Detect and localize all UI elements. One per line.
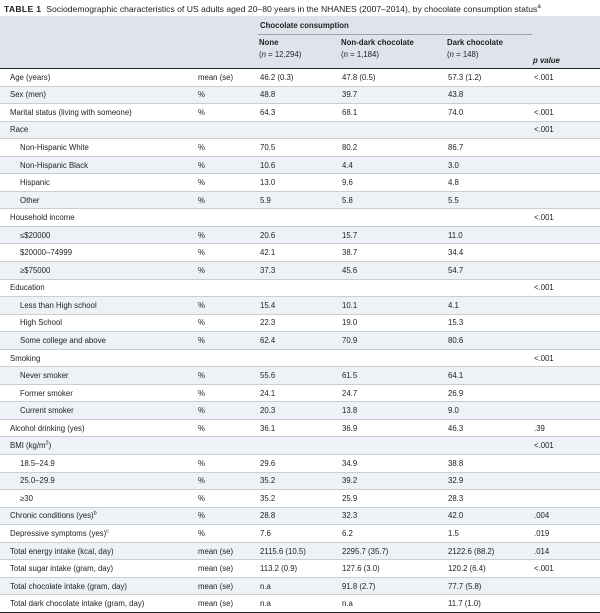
cell-none: 70.5 (258, 139, 340, 157)
cell-nondark: 39.7 (340, 86, 446, 104)
table-caption (4, 2, 598, 16)
cell-none: 22.3 (258, 314, 340, 332)
row-label (0, 419, 196, 437)
footnote-marker: c (106, 528, 109, 535)
row-label-text: Age (years) (10, 72, 51, 82)
table-row (0, 525, 600, 543)
col-header-none-n (259, 49, 339, 61)
cell-none: 20.6 (258, 226, 340, 244)
cell-dark: 77.7 (5.8) (446, 577, 532, 595)
cell-dark (446, 279, 532, 297)
row-label (0, 226, 196, 244)
row-unit: mean (se) (196, 69, 258, 87)
row-label-suffix: ) (48, 441, 52, 451)
cell-dark: 2122.6 (88.2) (446, 542, 532, 560)
cell-nondark: 9.6 (340, 174, 446, 192)
row-unit: % (196, 367, 258, 385)
col-header-dark (446, 35, 532, 69)
cell-nondark: 80.2 (340, 139, 446, 157)
table-header (0, 16, 600, 69)
row-unit: mean (se) (196, 577, 258, 595)
cell-nondark: 19.0 (340, 314, 446, 332)
row-label-text: Race (10, 125, 29, 135)
row-label-text: ≥$75000 (20, 265, 51, 275)
cell-nondark: 61.5 (340, 367, 446, 385)
row-unit: mean (se) (196, 542, 258, 560)
row-unit (196, 279, 258, 297)
cell-nondark (340, 279, 446, 297)
cell-nondark: 24.7 (340, 384, 446, 402)
row-label-text: Smoking (10, 353, 41, 363)
footnote-marker: b (93, 510, 97, 517)
header-blank (0, 16, 196, 35)
row-label-text: Former smoker (20, 388, 73, 398)
cell-none: 29.6 (258, 455, 340, 473)
cell-dark: 11.7 (1.0) (446, 595, 532, 613)
cell-nondark (340, 209, 446, 227)
row-label (0, 437, 196, 455)
table-row (0, 297, 600, 315)
row-label (0, 525, 196, 543)
row-label-text: 18.5–24.9 (20, 458, 55, 468)
table-row (0, 455, 600, 473)
table-row (0, 542, 600, 560)
cell-pvalue (532, 314, 600, 332)
cell-dark: 4.8 (446, 174, 532, 192)
cell-pvalue: .004 (532, 507, 600, 525)
row-label (0, 279, 196, 297)
cell-nondark: 39.2 (340, 472, 446, 490)
cell-nondark: 13.8 (340, 402, 446, 420)
row-label-text: $20000–74999 (20, 248, 73, 258)
table-row (0, 595, 600, 613)
row-unit: % (196, 507, 258, 525)
cell-nondark (340, 121, 446, 139)
row-label (0, 297, 196, 315)
cell-dark: 9.0 (446, 402, 532, 420)
cell-dark: 57.3 (1.2) (446, 69, 532, 87)
table-row (0, 367, 600, 385)
col-header-dark-n (447, 49, 531, 61)
table-row (0, 104, 600, 122)
row-label (0, 507, 196, 525)
row-label-text: Marital status (living with someone) (10, 107, 132, 117)
cell-dark (446, 349, 532, 367)
cell-dark: 43.8 (446, 86, 532, 104)
row-unit: % (196, 156, 258, 174)
caption-footnote-marker: a (537, 4, 541, 11)
cell-pvalue: <.001 (532, 437, 600, 455)
row-unit: % (196, 472, 258, 490)
cell-none: 62.4 (258, 332, 340, 350)
n-open: ( (259, 50, 262, 59)
cell-dark: 34.4 (446, 244, 532, 262)
cell-nondark: 10.1 (340, 297, 446, 315)
row-label-text: Non-Hispanic White (20, 142, 89, 152)
row-label (0, 542, 196, 560)
table-row (0, 472, 600, 490)
cell-none: 48.8 (258, 86, 340, 104)
row-unit: % (196, 104, 258, 122)
cell-nondark: 34.9 (340, 455, 446, 473)
row-label (0, 121, 196, 139)
row-label (0, 104, 196, 122)
cell-none: 55.6 (258, 367, 340, 385)
cell-pvalue (532, 490, 600, 508)
table-row (0, 577, 600, 595)
cell-pvalue: <.001 (532, 121, 600, 139)
row-label (0, 455, 196, 473)
row-unit: % (196, 332, 258, 350)
row-unit (196, 121, 258, 139)
cell-none: 28.8 (258, 507, 340, 525)
cell-none: 64.3 (258, 104, 340, 122)
cell-dark: 5.5 (446, 191, 532, 209)
table-row (0, 174, 600, 192)
cell-pvalue: <.001 (532, 69, 600, 87)
table-row (0, 244, 600, 262)
table-row (0, 507, 600, 525)
row-label-text: Non-Hispanic Black (20, 160, 89, 170)
row-unit: % (196, 139, 258, 157)
cell-nondark: n.a (340, 595, 446, 613)
row-label (0, 367, 196, 385)
row-label (0, 349, 196, 367)
row-unit (196, 349, 258, 367)
row-label-text: 25.0–29.9 (20, 476, 55, 486)
row-unit: % (196, 244, 258, 262)
cell-none: 20.3 (258, 402, 340, 420)
cell-pvalue: <.001 (532, 209, 600, 227)
col-header-nondark-n (341, 49, 445, 61)
cell-dark: 64.1 (446, 367, 532, 385)
cell-dark: 26.9 (446, 384, 532, 402)
cell-dark: 38.8 (446, 455, 532, 473)
row-label (0, 402, 196, 420)
cell-pvalue (532, 244, 600, 262)
table-body (0, 69, 600, 613)
table-row (0, 349, 600, 367)
cell-none: 35.2 (258, 472, 340, 490)
row-unit: mean (se) (196, 595, 258, 613)
table-row (0, 262, 600, 280)
cell-none (258, 209, 340, 227)
cell-dark (446, 437, 532, 455)
row-label-text: Chronic conditions (yes) (10, 511, 94, 521)
row-label-text: Current smoker (20, 406, 74, 416)
row-label-text: Sex (men) (10, 90, 46, 100)
row-label-text: Total dark chocolate intake (gram, day) (10, 599, 145, 609)
cell-pvalue: .014 (532, 542, 600, 560)
n-italic: n (449, 50, 454, 59)
cell-nondark: 4.4 (340, 156, 446, 174)
cell-none: n.a (258, 595, 340, 613)
data-table (0, 16, 600, 613)
cell-dark: 120.2 (6.4) (446, 560, 532, 578)
table-row (0, 69, 600, 87)
cell-dark: 28.3 (446, 490, 532, 508)
cell-nondark: 2295.7 (35.7) (340, 542, 446, 560)
cell-none: 36.1 (258, 419, 340, 437)
cell-pvalue (532, 384, 600, 402)
row-label-text: Alcohol drinking (yes) (10, 423, 85, 433)
row-label (0, 560, 196, 578)
col-header-nondark (340, 35, 446, 69)
row-label (0, 472, 196, 490)
table-row (0, 209, 600, 227)
cell-nondark: 47.8 (0.5) (340, 69, 446, 87)
row-label-text: Total chocolate intake (gram, day) (10, 581, 128, 591)
row-label-text: Other (20, 195, 40, 205)
row-unit: % (196, 419, 258, 437)
table-row (0, 402, 600, 420)
row-label (0, 191, 196, 209)
row-unit: % (196, 174, 258, 192)
row-label-text: Total sugar intake (gram, day) (10, 564, 114, 574)
cell-none (258, 279, 340, 297)
row-label-text: Less than High school (20, 300, 97, 310)
cell-dark: 54.7 (446, 262, 532, 280)
cell-pvalue (532, 262, 600, 280)
table-row (0, 121, 600, 139)
cell-pvalue (532, 86, 600, 104)
cell-none: 113.2 (0.9) (258, 560, 340, 578)
row-label (0, 577, 196, 595)
cell-nondark: 6.2 (340, 525, 446, 543)
row-label (0, 262, 196, 280)
table-row (0, 226, 600, 244)
row-label-text: Never smoker (20, 371, 69, 381)
n-value: = 1,184) (350, 50, 379, 59)
footnote-marker: 2 (45, 440, 49, 447)
row-unit (196, 209, 258, 227)
cell-pvalue: <.001 (532, 104, 600, 122)
cell-dark (446, 209, 532, 227)
row-label-text: ≥30 (20, 493, 33, 503)
n-value: = 148) (456, 50, 479, 59)
cell-nondark: 5.8 (340, 191, 446, 209)
row-label (0, 595, 196, 613)
row-unit: mean (se) (196, 560, 258, 578)
table-label: TABLE 1 (4, 4, 42, 14)
cell-dark (446, 121, 532, 139)
cell-none: 7.6 (258, 525, 340, 543)
table-row (0, 86, 600, 104)
cell-pvalue (532, 139, 600, 157)
cell-nondark: 32.3 (340, 507, 446, 525)
cell-dark: 15.3 (446, 314, 532, 332)
row-label-text: Total energy intake (kcal, day) (10, 546, 114, 556)
cell-nondark: 15.7 (340, 226, 446, 244)
table-row (0, 314, 600, 332)
table-row (0, 437, 600, 455)
header-blank-2 (0, 35, 196, 69)
n-italic: n (343, 50, 348, 59)
cell-dark: 42.0 (446, 507, 532, 525)
cell-none: 15.4 (258, 297, 340, 315)
row-label (0, 332, 196, 350)
row-label-text: Hispanic (20, 178, 50, 188)
cell-pvalue (532, 367, 600, 385)
row-unit: % (196, 191, 258, 209)
cell-nondark (340, 437, 446, 455)
row-label-text: High School (20, 318, 63, 328)
row-label-text: Household income (10, 213, 75, 223)
cell-nondark: 38.7 (340, 244, 446, 262)
row-label (0, 139, 196, 157)
cell-pvalue (532, 191, 600, 209)
cell-none: 24.1 (258, 384, 340, 402)
table-row (0, 560, 600, 578)
cell-pvalue (532, 174, 600, 192)
table-row (0, 139, 600, 157)
cell-pvalue (532, 595, 600, 613)
row-label-text: Education (10, 283, 45, 293)
cell-none: 37.3 (258, 262, 340, 280)
cell-nondark: 91.8 (2.7) (340, 577, 446, 595)
table-row (0, 156, 600, 174)
table-row (0, 191, 600, 209)
row-label-text: BMI (kg/m (10, 441, 46, 451)
header-blank-unit (196, 16, 258, 35)
cell-pvalue (532, 402, 600, 420)
cell-nondark: 68.1 (340, 104, 446, 122)
cell-pvalue: <.001 (532, 279, 600, 297)
cell-none (258, 349, 340, 367)
row-label-text: Some college and above (20, 335, 106, 345)
row-unit: % (196, 455, 258, 473)
n-italic: n (261, 50, 266, 59)
row-label (0, 314, 196, 332)
cell-pvalue: .019 (532, 525, 600, 543)
cell-nondark: 127.6 (3.0) (340, 560, 446, 578)
cell-none: 2115.6 (10.5) (258, 542, 340, 560)
cell-dark: 4.1 (446, 297, 532, 315)
row-label (0, 86, 196, 104)
row-unit: % (196, 525, 258, 543)
row-unit: % (196, 297, 258, 315)
cell-pvalue: <.001 (532, 349, 600, 367)
cell-pvalue: .39 (532, 419, 600, 437)
header-blank-p (532, 16, 600, 35)
row-label (0, 209, 196, 227)
row-unit: % (196, 314, 258, 332)
header-blank-unit-2 (196, 35, 258, 69)
cell-dark: 86.7 (446, 139, 532, 157)
table-row (0, 332, 600, 350)
cell-nondark: 36.9 (340, 419, 446, 437)
cell-none: 46.2 (0.3) (258, 69, 340, 87)
cell-pvalue (532, 226, 600, 244)
cell-nondark: 45.6 (340, 262, 446, 280)
cell-pvalue: <.001 (532, 560, 600, 578)
cell-none: 35.2 (258, 490, 340, 508)
n-value: = 12,294) (268, 50, 302, 59)
cell-dark: 1.5 (446, 525, 532, 543)
cell-nondark: 25.9 (340, 490, 446, 508)
row-unit: % (196, 490, 258, 508)
row-unit: % (196, 86, 258, 104)
row-unit (196, 437, 258, 455)
group-header: Chocolate consumption (258, 16, 532, 35)
cell-none: 42.1 (258, 244, 340, 262)
col-header-none (258, 35, 340, 69)
col-header-dark-name: Dark chocolate (447, 38, 503, 47)
cell-none: 13.0 (258, 174, 340, 192)
row-unit: % (196, 384, 258, 402)
cell-nondark: 70.9 (340, 332, 446, 350)
row-label (0, 384, 196, 402)
cell-none: n.a (258, 577, 340, 595)
cell-pvalue (532, 472, 600, 490)
row-label (0, 69, 196, 87)
row-label-text: ≤$20000 (20, 230, 51, 240)
row-label (0, 156, 196, 174)
row-unit: % (196, 402, 258, 420)
cell-pvalue (532, 455, 600, 473)
cell-pvalue (532, 156, 600, 174)
cell-dark: 74.0 (446, 104, 532, 122)
row-label (0, 490, 196, 508)
row-unit: % (196, 226, 258, 244)
cell-dark: 11.0 (446, 226, 532, 244)
caption-text: Sociodemographic characteristics of US adults aged 20–80 years in the NHANES (2007–2014), by chocolate consumption status (46, 4, 538, 14)
row-label-text: Depressive symptoms (yes) (10, 528, 107, 538)
cell-pvalue (532, 332, 600, 350)
cell-pvalue (532, 297, 600, 315)
cell-none (258, 121, 340, 139)
col-header-pvalue: p value (532, 35, 600, 69)
table-row (0, 419, 600, 437)
cell-none: 10.6 (258, 156, 340, 174)
col-header-nondark-name: Non-dark chocolate (341, 38, 414, 47)
cell-dark: 46.3 (446, 419, 532, 437)
cell-dark: 80.6 (446, 332, 532, 350)
table-row (0, 384, 600, 402)
cell-none: 5.9 (258, 191, 340, 209)
row-label (0, 244, 196, 262)
cell-dark: 3.0 (446, 156, 532, 174)
n-open: ( (447, 50, 450, 59)
cell-pvalue (532, 577, 600, 595)
cell-nondark (340, 349, 446, 367)
row-unit: % (196, 262, 258, 280)
cell-dark: 32.9 (446, 472, 532, 490)
n-open: ( (341, 50, 344, 59)
cell-none (258, 437, 340, 455)
table-row (0, 490, 600, 508)
col-header-none-name: None (259, 38, 279, 47)
row-label (0, 174, 196, 192)
table-row (0, 279, 600, 297)
